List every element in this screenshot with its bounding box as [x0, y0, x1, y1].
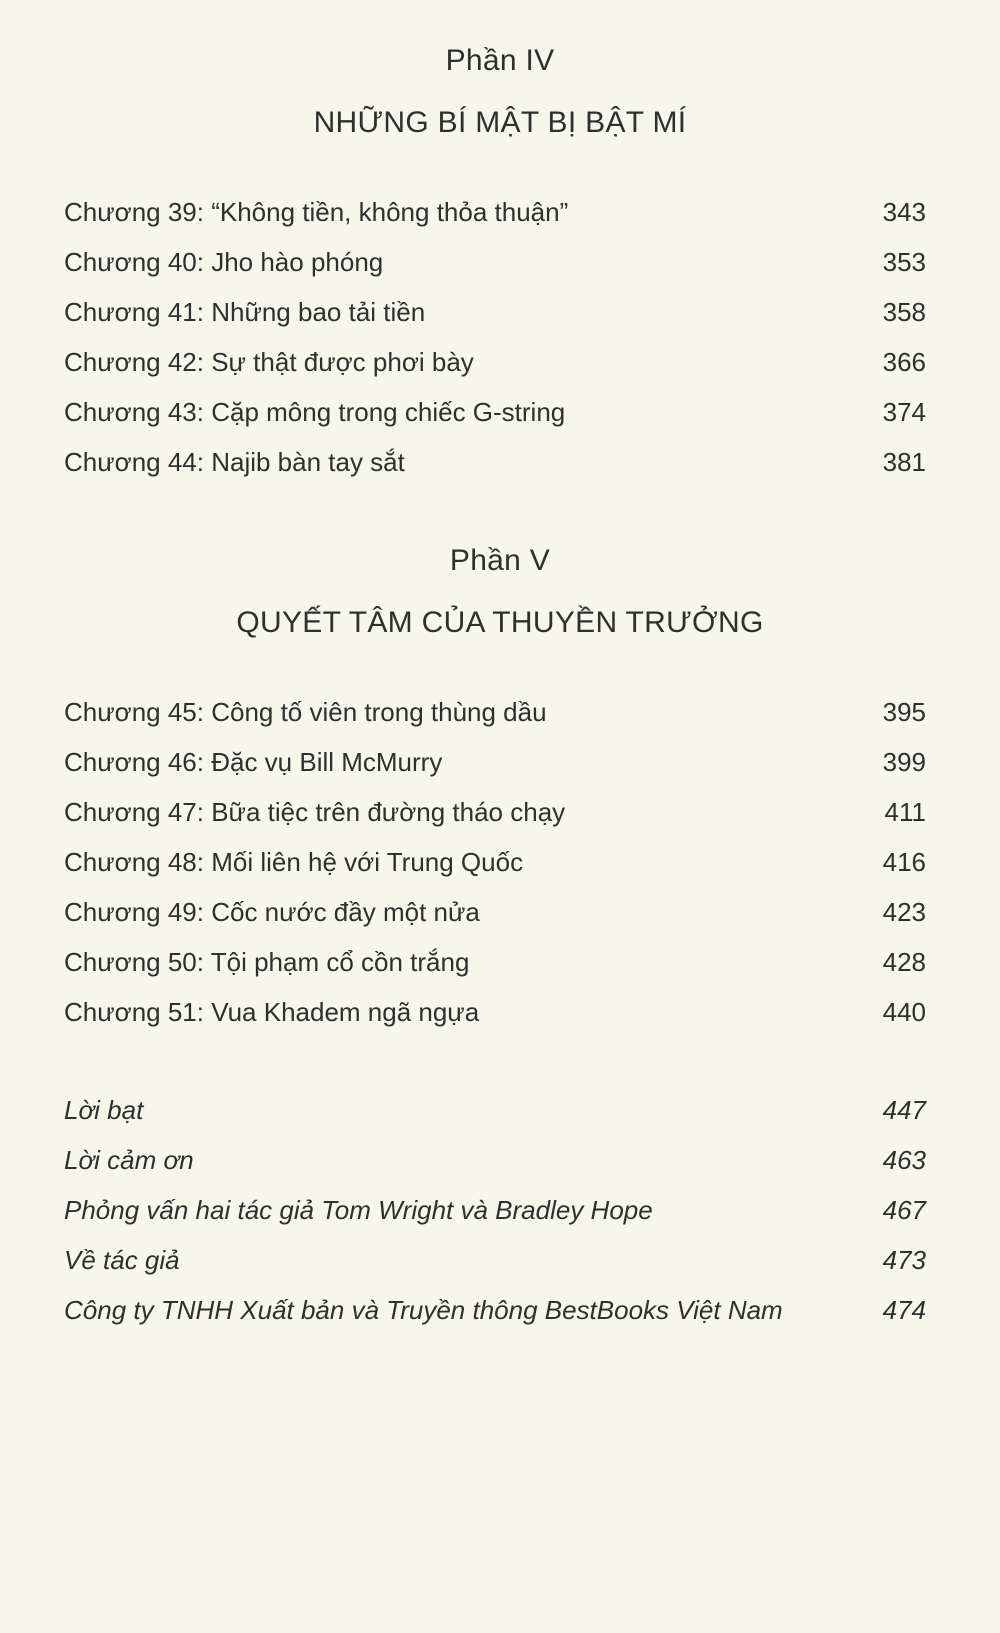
toc-entry-page: 399: [882, 746, 926, 777]
toc-entry: [64, 794, 926, 830]
toc-entry-page: 343: [882, 196, 926, 227]
toc-entry: [64, 994, 926, 1030]
back-matter-title: Lời bạt: [64, 1094, 144, 1125]
toc-entry-page: 411: [884, 796, 926, 827]
back-matter-page: 474: [882, 1294, 926, 1325]
toc-entry-page: 423: [882, 896, 926, 927]
toc-entry: [64, 294, 926, 330]
back-matter-title: Công ty TNHH Xuất bản và Truyền thông BestBooks Việt Nam: [64, 1294, 783, 1325]
toc-entry: [64, 244, 926, 280]
back-matter-title: Phỏng vấn hai tác giả Tom Wright và Bradley Hope: [64, 1194, 653, 1225]
toc-entry-title: Chương 40: Jho hào phóng: [64, 246, 384, 277]
toc-entry-title: Chương 45: Công tố viên trong thùng dầu: [64, 696, 547, 727]
toc-entry: [64, 194, 926, 230]
back-matter-page: 463: [882, 1144, 926, 1175]
toc-entry-title: Chương 42: Sự thật được phơi bày: [64, 346, 474, 377]
toc-entry-title: Chương 49: Cốc nước đầy một nửa: [64, 896, 480, 927]
part-label: Phần IV: [445, 44, 555, 77]
toc-entry-page: 381: [882, 446, 926, 477]
toc-entry: [64, 894, 926, 930]
toc-entry-page: 428: [882, 946, 926, 977]
back-matter-entry: [64, 1192, 926, 1228]
toc-entry-title: Chương 50: Tội phạm cổ cồn trắng: [64, 946, 470, 977]
toc-entry-page: 440: [882, 996, 926, 1027]
toc-entry-title: Chương 43: Cặp mông trong chiếc G-string: [64, 396, 566, 427]
back-matter-entry: [64, 1292, 926, 1328]
toc-entry: [64, 444, 926, 480]
toc-entry-title: Chương 51: Vua Khadem ngã ngựa: [64, 996, 480, 1027]
toc-entry: [64, 694, 926, 730]
toc-entry-page: 374: [882, 396, 926, 427]
toc-entry-page: 358: [882, 296, 926, 327]
toc-entry: [64, 944, 926, 980]
toc-entry-page: 353: [882, 246, 926, 277]
toc-entry: [64, 744, 926, 780]
back-matter-page: 467: [882, 1194, 926, 1225]
part-label: Phần V: [449, 544, 551, 577]
toc-entry-page: 395: [882, 696, 926, 727]
back-matter-entry: [64, 1142, 926, 1178]
back-matter-title: Về tác giả: [64, 1244, 180, 1275]
toc-entry-title: Chương 47: Bữa tiệc trên đường tháo chạy: [64, 796, 566, 827]
toc-entry: [64, 844, 926, 880]
toc-entry-title: Chương 46: Đặc vụ Bill McMurry: [64, 746, 443, 777]
back-matter-page: 473: [882, 1244, 926, 1275]
back-matter-page: 447: [882, 1094, 926, 1125]
part-title: QUYẾT TÂM CỦA THUYỀN TRƯỞNG: [236, 606, 764, 639]
back-matter-title: Lời cảm ơn: [64, 1144, 194, 1175]
toc-entry-title: Chương 41: Những bao tải tiền: [64, 296, 426, 327]
toc-entry-title: Chương 44: Najib bàn tay sắt: [64, 446, 405, 477]
toc-entry-title: Chương 39: “Không tiền, không thỏa thuận”: [64, 196, 569, 227]
toc-entry-title: Chương 48: Mối liên hệ với Trung Quốc: [64, 846, 524, 877]
part-title: NHỮNG BÍ MẬT BỊ BẬT MÍ: [313, 106, 687, 139]
toc-entry: [64, 394, 926, 430]
back-matter-entry: [64, 1092, 926, 1128]
back-matter-entry: [64, 1242, 926, 1278]
toc-entry-page: 366: [882, 346, 926, 377]
toc-entry-page: 416: [882, 846, 926, 877]
toc-entry: [64, 344, 926, 380]
